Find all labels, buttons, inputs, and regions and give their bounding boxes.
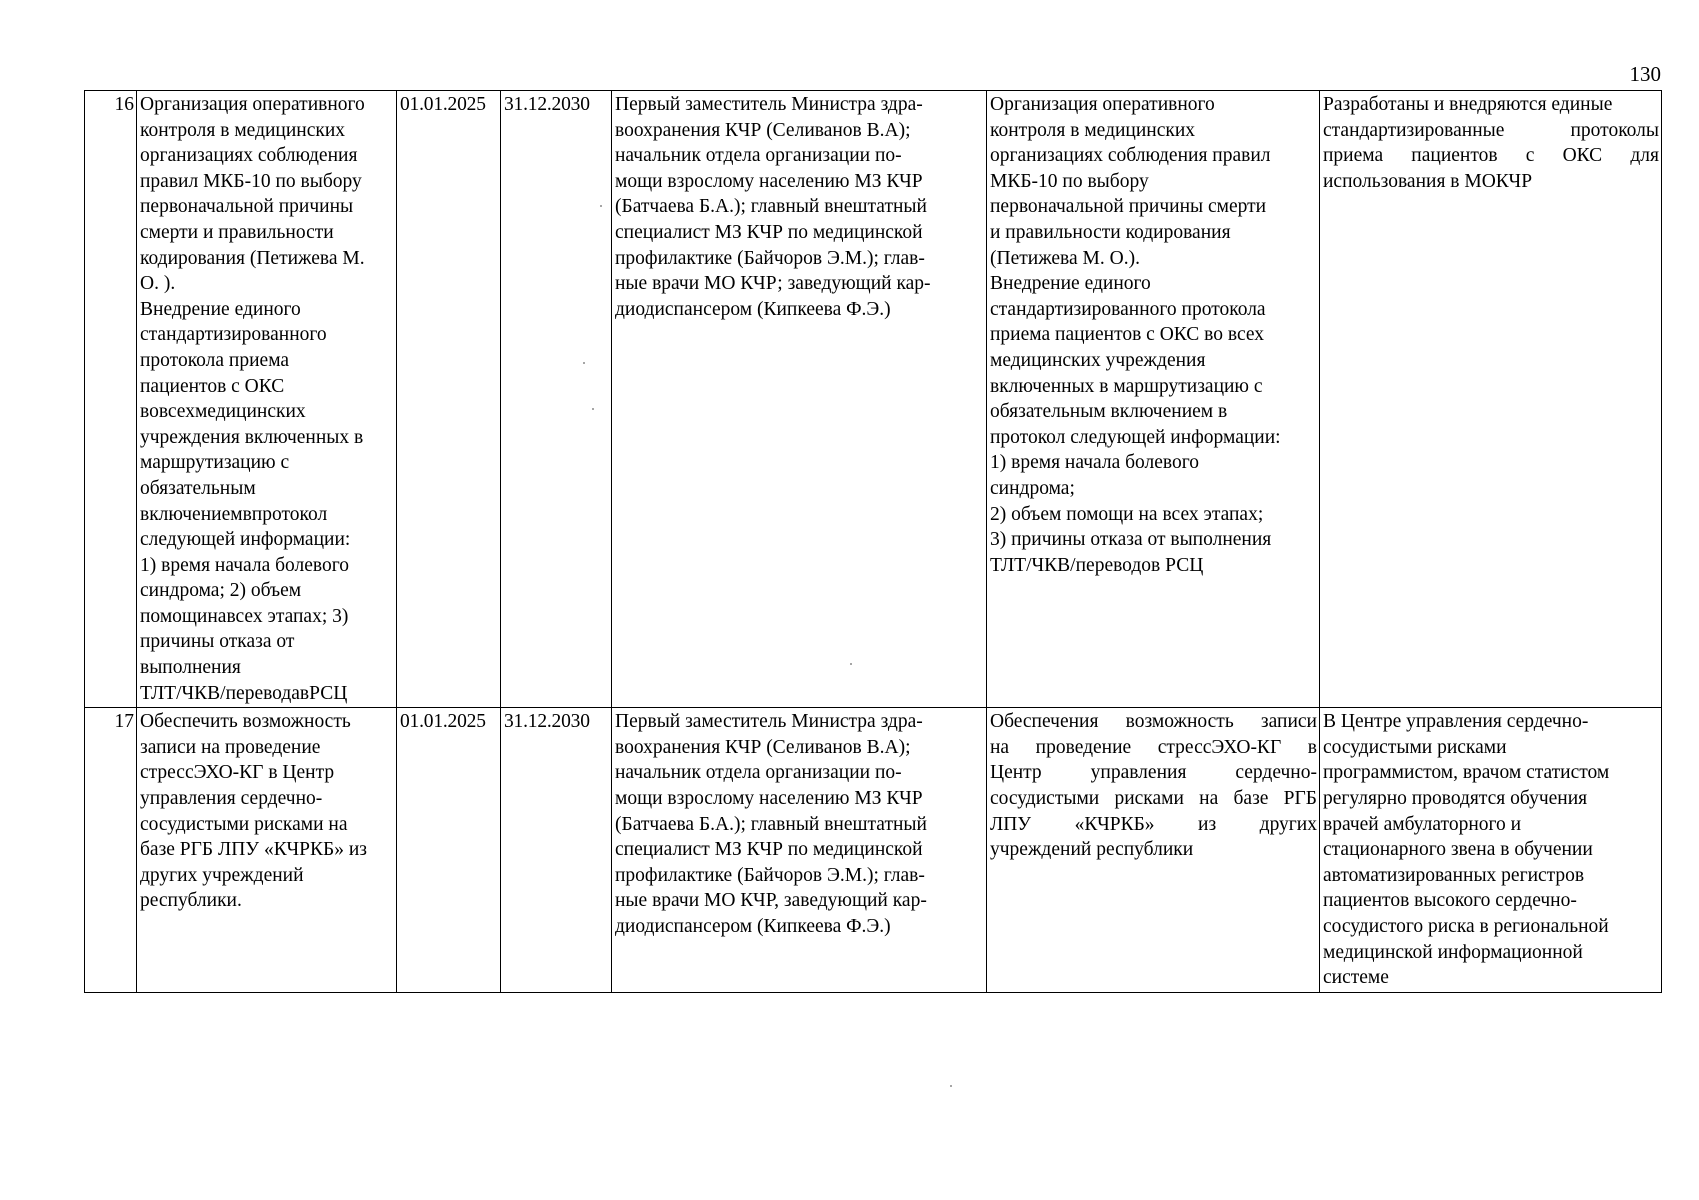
cell-line: 1) время начала болевого (990, 452, 1200, 474)
cell-line: ТЛТ/ЧКВ/переводавРСЦ (140, 682, 348, 704)
cell-line: врачей амбулаторного и (1323, 813, 1522, 835)
scan-speck (592, 408, 594, 410)
cell-line: сосудистого риска в региональной (1323, 916, 1609, 937)
cell-line: приема пациентов с ОКС для (1323, 145, 1659, 167)
cell-line: ные врачи МО КЧР, заведующий кар- (615, 890, 927, 912)
table-row (85, 708, 1662, 993)
indicator-cell (1320, 91, 1662, 708)
cell-line: Организация оперативного (140, 94, 365, 115)
cell-line: пациентов с ОКС (140, 375, 285, 397)
cell-line: Первый заместитель Министра здра- (615, 94, 923, 115)
cell-line: использования в МОКЧР (1323, 170, 1533, 192)
cell-line: Обеспечить возможность (140, 711, 351, 733)
cell-line: системе (1323, 967, 1389, 989)
cell-line: стрессЭХО-КГ в Центр (140, 762, 335, 784)
cell-line: (Батчаева Б.А.); главный внештатный (615, 196, 927, 218)
start-date: 01.01.2025 (397, 91, 501, 708)
action-plan-table (84, 90, 1662, 993)
cell-line: включенных в маршрутизацию с (990, 375, 1263, 397)
scan-speck (600, 205, 602, 207)
cell-line: стационарного звена в обучении (1323, 839, 1593, 861)
cell-line: первоначальной причины (140, 196, 354, 218)
cell-line: сосудистыми рисками на (140, 813, 348, 835)
cell-line: (Батчаева Б.А.); главный внештатный (615, 813, 927, 835)
cell-line: Первый заместитель Министра здра- (615, 711, 923, 733)
row-number: 16 (85, 91, 137, 708)
cell-line: организациях соблюдения (140, 145, 358, 167)
cell-line: (Петижева М. О.). (990, 247, 1140, 269)
cell-line: учреждений республики (990, 839, 1194, 861)
cell-line: 3) причины отказа от выполнения (990, 529, 1272, 551)
result-cell (987, 708, 1320, 993)
event-cell (137, 708, 397, 993)
responsible-cell (612, 708, 987, 993)
cell-line: 2) объем помощи на всех этапах; (990, 503, 1264, 525)
cell-line: программистом, врачом статистом (1323, 762, 1610, 784)
cell-line: вовсехмедицинских (140, 401, 306, 423)
cell-line: записи на проведение (140, 736, 321, 758)
cell-line: контроля в медицинских (990, 119, 1196, 141)
scan-speck (583, 362, 585, 364)
cell-line: ные врачи МО КЧР; заведующий кар- (615, 273, 931, 295)
cell-line: профилактике (Байчоров Э.М.); глав- (615, 864, 925, 886)
scan-speck (850, 663, 852, 665)
cell-line: других учреждений (140, 864, 304, 886)
cell-line: сосудистыми рисками (1323, 736, 1507, 758)
cell-line: протокола приема (140, 349, 290, 371)
table-row (85, 91, 1662, 708)
cell-line: медицинских учреждения (990, 349, 1206, 371)
cell-line: обязательным включением в (990, 401, 1228, 423)
cell-line: медицинской информационной (1323, 941, 1583, 963)
cell-line: В Центре управления сердечно- (1323, 711, 1589, 733)
cell-line: специалист МЗ КЧР по медицинской (615, 221, 923, 243)
cell-line: маршрутизацию с (140, 452, 290, 474)
cell-line: стандартизированного протокола (990, 298, 1266, 320)
cell-line: стандартизированные протоколы (1323, 119, 1659, 141)
cell-line: воохранения КЧР (Селиванов В.А); (615, 736, 911, 758)
cell-line: МКБ-10 по выбору (990, 170, 1149, 192)
responsible-cell (612, 91, 987, 708)
cell-line: Внедрение единого (990, 273, 1151, 295)
end-date: 31.12.2030 (501, 708, 612, 993)
cell-line: специалист МЗ КЧР по медицинской (615, 839, 923, 861)
cell-line: базе РГБ ЛПУ «КЧРКБ» из (140, 839, 367, 861)
cell-line: начальник отдела организации по- (615, 145, 902, 167)
cell-line: диодиспансером (Кипкеева Ф.Э.) (615, 916, 891, 937)
cell-line: мощи взрослому населению МЗ КЧР (615, 788, 923, 810)
cell-line: контроля в медицинских (140, 119, 346, 141)
cell-line: помощинавсех этапах; 3) (140, 605, 349, 627)
cell-line: 1) время начала болевого (140, 554, 350, 576)
cell-line: воохранения КЧР (Селиванов В.А); (615, 119, 911, 141)
cell-line: синдрома; 2) объем (140, 580, 302, 602)
cell-line: автоматизированных регистров (1323, 864, 1585, 886)
cell-line: организациях соблюдения правил (990, 145, 1271, 167)
cell-line: О. ). (140, 273, 176, 295)
cell-line: на проведение стрессЭХО-КГ в (990, 736, 1317, 758)
cell-line: Обеспечения возможность записи (990, 711, 1317, 733)
cell-line: синдрома; (990, 477, 1075, 499)
cell-line: стандартизированного (140, 324, 327, 346)
cell-line: правил МКБ-10 по выбору (140, 170, 362, 192)
result-cell (987, 91, 1320, 708)
cell-line: диодиспансером (Кипкеева Ф.Э.) (615, 298, 891, 320)
end-date: 31.12.2030 (501, 91, 612, 708)
cell-line: выполнения (140, 657, 241, 679)
cell-line: смерти и правильности (140, 221, 334, 243)
cell-line: мощи взрослому населению МЗ КЧР (615, 170, 923, 192)
cell-line: профилактике (Байчоров Э.М.); глав- (615, 247, 925, 269)
cell-line: Разработаны и внедряются единые (1323, 94, 1613, 115)
cell-line: пациентов высокого сердечно- (1323, 890, 1577, 912)
cell-line: причины отказа от (140, 631, 295, 653)
cell-line: республики. (140, 890, 242, 912)
start-date: 01.01.2025 (397, 708, 501, 993)
cell-line: протокол следующей информации: (990, 426, 1281, 448)
cell-line: Центр управления сердечно- (990, 762, 1317, 784)
cell-line: Внедрение единого (140, 298, 301, 320)
row-number: 17 (85, 708, 137, 993)
indicator-cell (1320, 708, 1662, 993)
cell-line: управления сердечно- (140, 788, 323, 810)
cell-line: Организация оперативного (990, 94, 1215, 115)
cell-line: учреждения включенных в (140, 426, 364, 448)
cell-line: приема пациентов с ОКС во всех (990, 324, 1265, 346)
cell-line: начальник отдела организации по- (615, 762, 902, 784)
cell-line: ЛПУ «КЧРКБ» из других (990, 813, 1317, 835)
cell-line: первоначальной причины смерти (990, 196, 1267, 218)
event-cell (137, 91, 397, 708)
cell-line: кодирования (Петижева М. (140, 247, 365, 269)
scan-speck (950, 1085, 952, 1087)
cell-line: и правильности кодирования (990, 221, 1231, 243)
page-number: 130 (1629, 62, 1661, 86)
cell-line: обязательным (140, 477, 256, 499)
cell-line: следующей информации: (140, 529, 351, 551)
cell-line: включениемвпротокол (140, 503, 328, 525)
cell-line: регулярно проводятся обучения (1323, 788, 1588, 810)
cell-line: ТЛТ/ЧКВ/переводов РСЦ (990, 554, 1204, 576)
cell-line: сосудистыми рисками на базе РГБ (990, 788, 1317, 810)
